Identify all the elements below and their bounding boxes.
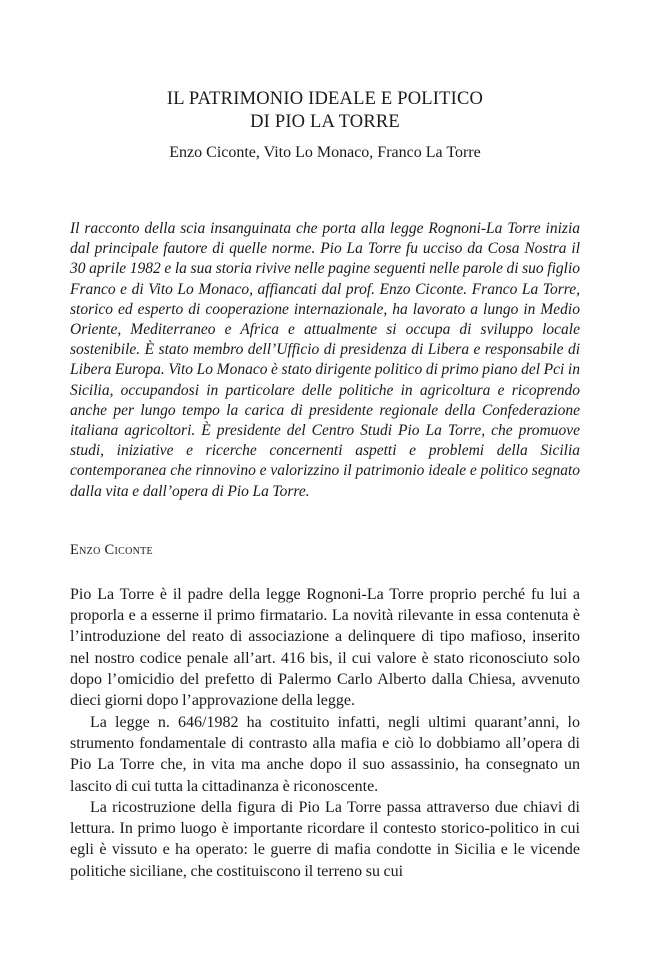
body-paragraph: La ricostruzione della figura di Pio La Torre passa attraverso due chiavi di lettura. In primo luogo è importante ricordare il contesto storico-politico in cui egli è vissuto e ha operato: le guerre di mafia condotte in Sicilia e le vicende politiche siciliane, che costituiscono il terreno su cui bbox=[70, 798, 580, 880]
chapter-title-line-1: IL PATRIMONIO IDEALE E POLITICO bbox=[166, 89, 484, 109]
chapter-abstract: Il racconto della scia insanguinata che porta alla legge Rognoni-La Torre inizia dal principale fautore di quelle norme. Pio La Torre fu ucciso da Cosa Nostra il 30 aprile 1982 e la sua storia rivive nelle pagine seguenti nelle parole di suo figlio Franco e di Vito Lo Monaco, affiancati dal prof. Enzo Ciconte. Franco La Torre, storico ed esperto di cooperazione internazionale, ha lavorato a lungo in Medio Oriente, Mediterraneo e Africa e attualmente si occupa di sviluppo locale sostenibile. È stato membro dell’Ufficio di presidenza di Libera e responsabile di Libera Europa. Vito Lo Monaco è stato dirigente politico di primo piano del Pci in Sicilia, occupandosi in particolare delle politiche in agricoltura e ricoprendo anche per lungo tempo la carica di presidente regionale della Confederazione italiana agricoltori. È presidente del Centro Studi Pio La Torre, che promuove studi, iniziative e ricerche concernenti aspetti e problemi della Sicilia contemporanea che rinnovino e valorizzino il patrimonio ideale e politico segnato dalla vita e dall’opera di Pio La Torre. bbox=[70, 220, 580, 500]
chapter-authors: Enzo Ciconte, Vito Lo Monaco, Franco La Torre bbox=[169, 144, 481, 161]
body-paragraph: Pio La Torre è il padre della legge Rognoni-La Torre proprio perché fu lui a proporla e a esserne il primo firmatario. La novità rilevante in essa contenuta è l’introduzione del reato di associazione a delinquere di tipo mafioso, inserito nel nostro codice penale all’art. 416 bis, il cui valore è stato riconosciuto solo dopo l’omicidio del prefetto di Palermo Carlo Alberto dalla Chiesa, avvenuto dieci giorni dopo l’approvazione della legge. bbox=[70, 585, 580, 710]
body-paragraph: La legge n. 646/1982 ha costituito infatti, negli ultimi quarant’anni, lo strumento fondamentale di contrasto alla mafia e ciò lo dobbiamo all’opera di Pio La Torre che, in vita ma anche dopo il suo assassinio, ha consegnato un lascito di cui tutta la cittadinanza è riconoscente. bbox=[70, 713, 580, 795]
book-page bbox=[70, 88, 580, 882]
chapter-title-line-2: DI PIO LA TORRE bbox=[250, 112, 400, 132]
section-author-heading: Enzo Ciconte bbox=[70, 541, 153, 558]
chapter-title bbox=[70, 88, 580, 134]
section-body bbox=[70, 584, 580, 882]
